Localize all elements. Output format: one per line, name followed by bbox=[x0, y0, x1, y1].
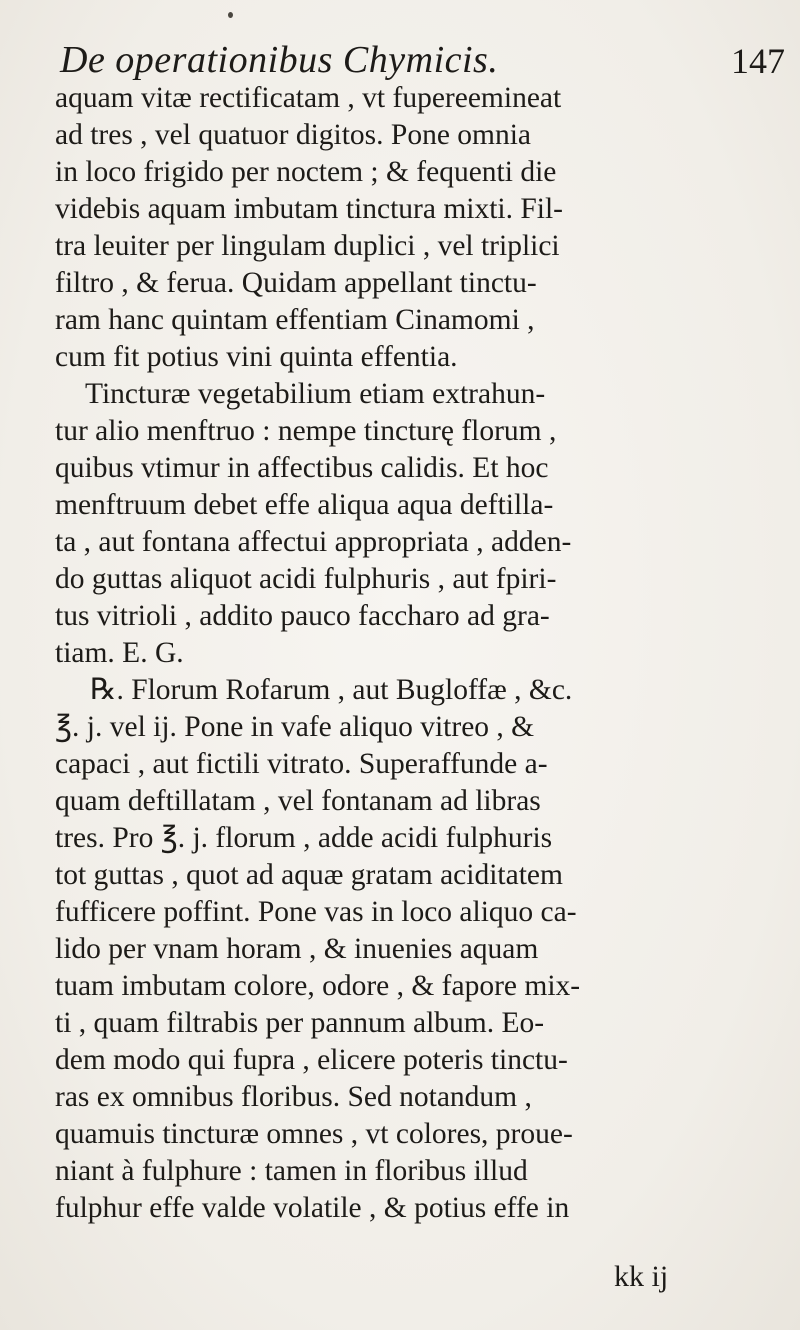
text-line: quamuis tincturæ omnes , vt colores, proue- bbox=[55, 1118, 573, 1150]
signature-mark: kk ij bbox=[614, 1260, 669, 1293]
text-line: ram hanc quintam effentiam Cinamomi , bbox=[55, 304, 535, 336]
body-text bbox=[55, 80, 790, 1227]
text-line: tur alio menftruo : nempe tincturę florum , bbox=[55, 415, 557, 447]
page-number: 147 bbox=[731, 41, 785, 81]
text-line: ras ex omnibus floribus. Sed notandum , bbox=[55, 1081, 532, 1113]
text-line: do guttas aliquot acidi fulphuris , aut fpiri- bbox=[55, 563, 557, 595]
text-line: tiam. E. G. bbox=[55, 637, 184, 669]
text-line: tres. Pro ℥. j. florum , adde acidi fulphuris bbox=[55, 822, 553, 854]
running-title: De operationibus Chymicis. bbox=[60, 39, 499, 81]
text-line: videbis aquam imbutam tinctura mixti. Fil- bbox=[55, 193, 563, 225]
recipe-line: ℞. Florum Rofarum , aut Bugloffæ , &c. bbox=[90, 674, 573, 706]
text-line: capaci , aut fictili vitrato. Superaffunde a- bbox=[55, 748, 548, 780]
text-line: dem modo qui fupra , elicere poteris tinctu- bbox=[55, 1044, 568, 1076]
text-line: ad tres , vel quatuor digitos. Pone omnia bbox=[55, 119, 532, 151]
ink-speck bbox=[228, 12, 233, 18]
text-line: tot guttas , quot ad aquæ gratam aciditatem bbox=[55, 859, 563, 891]
text-line: fufficere poffint. Pone vas in loco aliquo ca- bbox=[55, 896, 577, 928]
text-line: in loco frigido per noctem ; & fequenti die bbox=[55, 156, 557, 188]
text-line: ti , quam filtrabis per pannum album. Eo- bbox=[55, 1007, 545, 1039]
text-line: tra leuiter per lingulam duplici , vel triplici bbox=[55, 230, 560, 262]
text-line: quam deftillatam , vel fontanam ad libras bbox=[55, 785, 541, 817]
text-line: cum fit potius vini quinta effentia. bbox=[55, 341, 458, 373]
paragraph-start-line: Tincturæ vegetabilium etiam extrahun- bbox=[85, 378, 546, 410]
text-line: fulphur effe valde volatile , & potius effe in bbox=[55, 1192, 570, 1224]
text-line: ℥. j. vel ij. Pone in vafe aliquo vitreo , & bbox=[55, 711, 535, 743]
text-line: filtro , & ferua. Quidam appellant tinctu- bbox=[55, 267, 537, 299]
text-line: aquam vitæ rectificatam , vt fupereemineat bbox=[55, 82, 562, 114]
text-line: ta , aut fontana affectui appropriata , adden- bbox=[55, 526, 572, 558]
text-line: niant à fulphure : tamen in floribus illud bbox=[55, 1155, 528, 1187]
text-line: lido per vnam horam , & inuenies aquam bbox=[55, 933, 539, 965]
text-line: quibus vtimur in affectibus calidis. Et hoc bbox=[55, 452, 549, 484]
text-line: tuam imbutam colore, odore , & fapore mix- bbox=[55, 970, 581, 1002]
text-line: menftruum debet effe aliqua aqua deftilla- bbox=[55, 489, 554, 521]
text-line: tus vitrioli , addito pauco faccharo ad gra- bbox=[55, 600, 550, 632]
